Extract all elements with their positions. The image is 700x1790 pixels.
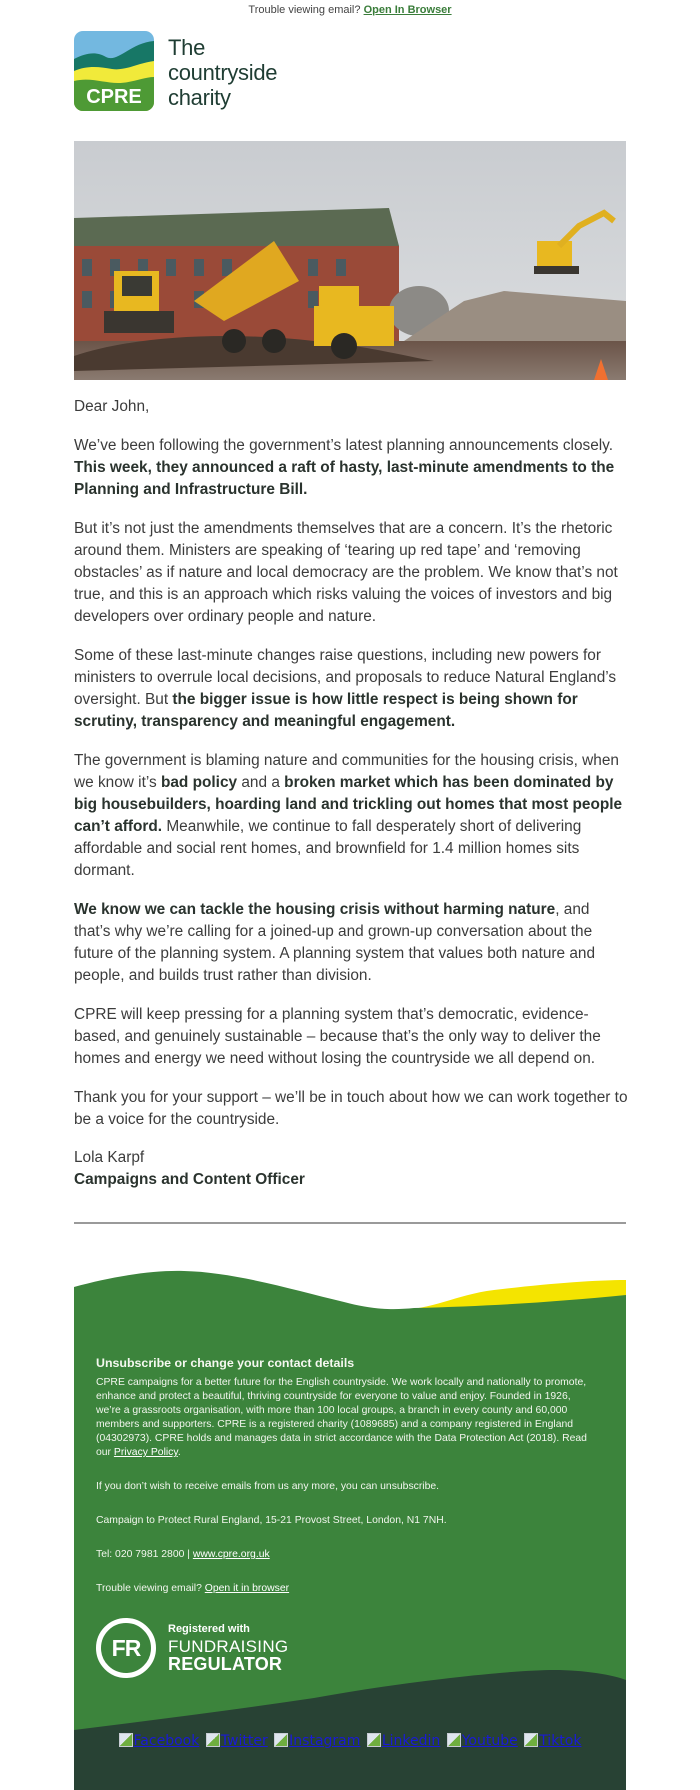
logo-line-1: The bbox=[168, 35, 206, 60]
facebook-link[interactable] bbox=[119, 1733, 200, 1749]
privacy-policy-link[interactable]: Privacy Policy bbox=[113, 1447, 178, 1458]
footer-about-text: CPRE campaigns for a better future for the English countryside. We work locally and nationally to promote, enhance and protect a beautiful, thriving countryside for everyone to value and enjoy. Founded in 1926, we’re a grassroots organisation, with more than 100 local groups, a branch in every county and 60,000 members and supporters. CPRE is a registered charity (1089685) and a company registered in England (04302973). CPRE holds and manages data in strict accordance with the Data Protection Act (2018). Read our bbox=[96, 1377, 587, 1458]
p1-text: We’ve been following the government’s latest planning announcements closely. bbox=[74, 437, 614, 454]
paragraph-3 bbox=[74, 645, 630, 733]
divider bbox=[74, 1222, 626, 1224]
letter-body bbox=[74, 396, 630, 1191]
footer-contact bbox=[96, 1548, 596, 1562]
signature-title-text: Campaigns and Content Officer bbox=[74, 1171, 305, 1188]
fr-line-2: FUNDRAISING bbox=[168, 1636, 289, 1656]
preheader-text: Trouble viewing email? bbox=[248, 4, 364, 16]
p4-bold-b: bad policy bbox=[160, 774, 238, 791]
signature-title bbox=[74, 1169, 630, 1191]
fundraising-regulator-badge[interactable] bbox=[96, 1618, 288, 1678]
instagram-label: Instagram bbox=[289, 1733, 361, 1749]
fr-line-1: Registered with bbox=[168, 1622, 250, 1635]
p5-bold: We know we can tackle the housing crisis without harming nature bbox=[74, 901, 556, 918]
logo-line-3: charity bbox=[168, 85, 231, 110]
linkedin-link[interactable] bbox=[367, 1733, 440, 1749]
fr-line-3: REGULATOR bbox=[168, 1653, 283, 1674]
website-link[interactable]: www.cpre.org.uk bbox=[192, 1549, 270, 1560]
p4-bold-d: broken market which has been dominated by big housebuilders, hoarding land and trickling out homes that most people can’t afford. bbox=[74, 774, 623, 835]
open-in-browser-link[interactable]: Open In Browser bbox=[363, 4, 452, 16]
footer-tel: Tel: 020 7981 2800 | bbox=[96, 1549, 193, 1560]
tiktok-icon bbox=[524, 1733, 538, 1747]
footer-address: Campaign to Protect Rural England, 15-21 Provost Street, London, N1 7NH. bbox=[96, 1515, 447, 1526]
paragraph-4 bbox=[74, 750, 630, 882]
paragraph-5 bbox=[74, 899, 630, 987]
logo-line-2: countryside bbox=[168, 60, 278, 85]
social-links bbox=[74, 1733, 626, 1749]
signature bbox=[74, 1147, 630, 1191]
twitter-label: Twitter bbox=[220, 1733, 268, 1749]
fundraising-regulator-icon: FR bbox=[96, 1618, 156, 1678]
cpre-logo-mark-icon bbox=[74, 31, 154, 111]
p4-text-e: Meanwhile, we continue to fall desperately short of delivering affordable and social rent homes, and brownfield for 1.4 million homes sits dormant. bbox=[74, 818, 582, 879]
instagram-link[interactable] bbox=[274, 1733, 360, 1749]
signature-name: Lola Karpf bbox=[74, 1149, 145, 1166]
p3-text: Some of these last-minute changes raise questions, including new powers for ministers to overrule local decisions, and proposals to reduce Natural England’s oversight. But bbox=[74, 647, 617, 708]
footer-heading: Unsubscribe or change your contact details bbox=[96, 1356, 355, 1370]
tiktok-link[interactable] bbox=[524, 1733, 581, 1749]
p3-bold: the bigger issue is how little respect is being shown for scrutiny, transparency and meaningful engagement. bbox=[74, 691, 578, 730]
paragraph-6: CPRE will keep pressing for a planning system that’s democratic, evidence-based, and genuinely sustainable – because that’s the only way to deliver the homes and energy we need without losing the countryside we all depend on. bbox=[74, 1006, 601, 1067]
facebook-label: Facebook bbox=[133, 1733, 200, 1749]
svg-text:CPRE: CPRE bbox=[86, 86, 142, 108]
footer-trouble-text: Trouble viewing email? bbox=[96, 1583, 205, 1594]
footer-text bbox=[96, 1356, 596, 1616]
footer bbox=[74, 1270, 626, 1790]
open-it-in-browser-link[interactable]: Open it in browser bbox=[204, 1583, 290, 1594]
facebook-icon bbox=[119, 1733, 133, 1747]
p1-bold: This week, they announced a raft of hasty, last-minute amendments to the Planning and Infrastructure Bill. bbox=[74, 459, 615, 498]
p5-text: , and that’s why we’re calling for a joined-up and grown-up conversation about the future of the planning system. A planning system that values both nature and people, and builds trust rather than division. bbox=[74, 901, 596, 984]
tiktok-label: Tiktok bbox=[539, 1733, 582, 1749]
p4-text-c: and a bbox=[237, 774, 285, 791]
footer-unsubscribe[interactable]: If you don’t wish to receive emails from us any more, you can unsubscribe. bbox=[96, 1481, 440, 1492]
instagram-icon bbox=[274, 1733, 288, 1747]
youtube-link[interactable] bbox=[447, 1733, 518, 1749]
linkedin-label: Linkedin bbox=[381, 1733, 441, 1749]
footer-about-end: . bbox=[177, 1447, 181, 1458]
cpre-logo[interactable] bbox=[74, 31, 277, 111]
logo-wordmark bbox=[168, 35, 277, 110]
linkedin-icon bbox=[367, 1733, 381, 1747]
paragraph-2: But it’s not just the amendments themselves that are a concern. It’s the rhetoric around them. Ministers are speaking of ‘tearing up red tape’ and ‘removing obstacles’ as if nature and local democracy are the problem. We know that’s not true, and this is an approach which risks valuing the voices of investors and big developers over ordinary people and nature. bbox=[74, 520, 618, 625]
greeting: Dear John, bbox=[74, 398, 150, 415]
footer-trouble bbox=[96, 1582, 596, 1596]
fundraising-regulator-text bbox=[168, 1624, 288, 1673]
youtube-icon bbox=[447, 1733, 461, 1747]
preheader bbox=[0, 4, 700, 16]
footer-about bbox=[96, 1376, 596, 1460]
hero-image bbox=[74, 141, 626, 380]
twitter-link[interactable] bbox=[206, 1733, 268, 1749]
twitter-icon bbox=[206, 1733, 220, 1747]
paragraph-7: Thank you for your support – we’ll be in touch about how we can work together to be a voice for the countryside. bbox=[74, 1089, 628, 1128]
p4-text-a: The government is blaming nature and communities for the housing crisis, when we know it’s bbox=[74, 752, 619, 791]
paragraph-1 bbox=[74, 435, 630, 501]
youtube-label: Youtube bbox=[461, 1733, 518, 1749]
